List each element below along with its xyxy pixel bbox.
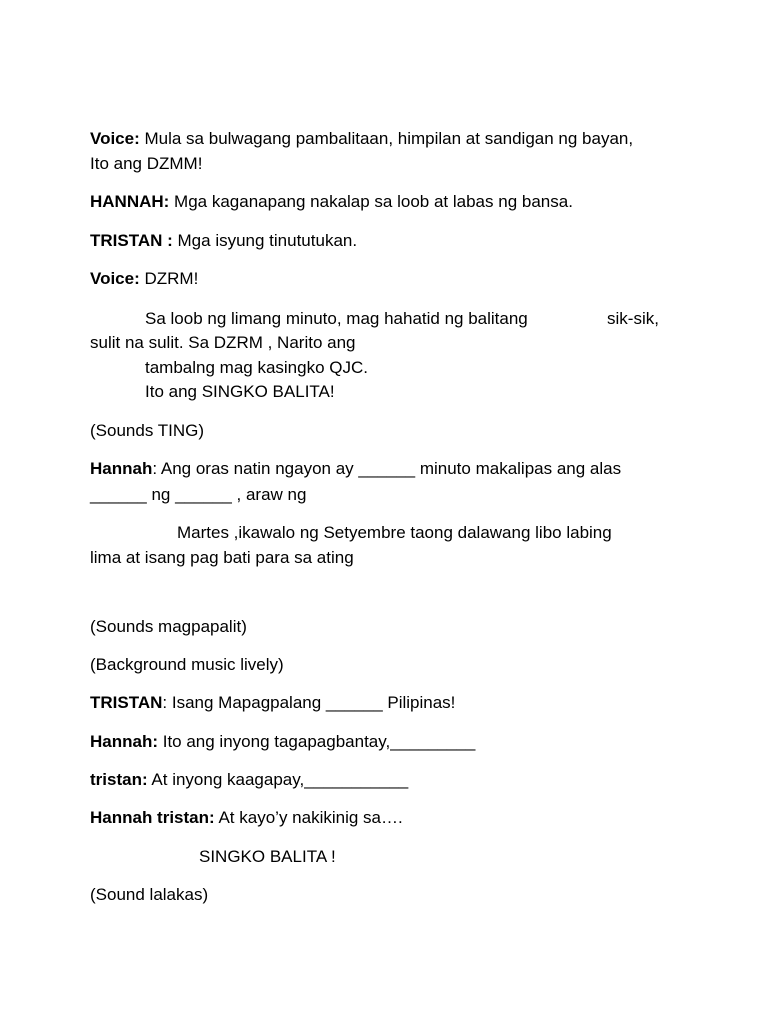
tristan-line-1 (90, 229, 357, 253)
speaker-label: Voice: (90, 129, 140, 148)
dialogue-text: At inyong kaagapay,___________ (147, 770, 409, 789)
hannah-line-2-cont: ______ ng ______ , araw ng (90, 485, 307, 504)
speaker-label: Hannah: (90, 732, 158, 751)
speaker-label: Voice: (90, 269, 140, 288)
date-line-b: lima at isang pag bati para sa ating (90, 548, 354, 567)
dialogue-text: At kayo’y nakikinig sa…. (214, 808, 403, 827)
speaker-label: TRISTAN (90, 693, 163, 712)
speaker-label: HANNAH: (90, 192, 170, 211)
intro-line-e: Ito ang SINGKO BALITA! (145, 382, 335, 401)
voice-line-2 (90, 267, 198, 291)
tristan-line-3 (90, 768, 408, 792)
hannah-tristan-line (90, 806, 403, 830)
intro-line-d: tambalng mag kasingko QJC. (145, 358, 368, 377)
dialogue-text: Mga kaganapang nakalap sa loob at labas ng bansa. (169, 192, 573, 211)
background-music-cue: (Background music lively) (90, 655, 284, 674)
voice-line-1 (90, 127, 633, 151)
hannah-line-2 (90, 457, 621, 481)
date-line-a: Martes ,ikawalo ng Setyembre taong dalawang libo labing (177, 523, 612, 542)
intro-line-b: sik-sik, (607, 309, 659, 328)
dialogue-text: : Ang oras natin ngayon ay ______ minuto makalipas ang alas (152, 459, 622, 478)
speaker-label: Hannah (90, 459, 153, 478)
tristan-line-2 (90, 691, 455, 715)
speaker-label: Hannah tristan: (90, 808, 215, 827)
sound-cue-change: (Sounds magpapalit) (90, 617, 247, 636)
speaker-label: TRISTAN : (90, 231, 173, 250)
sound-cue-ting: (Sounds TING) (90, 421, 205, 440)
show-title-line: SINGKO BALITA ! (199, 847, 336, 866)
dialogue-text: Mga isyung tinututukan. (172, 231, 358, 250)
dialogue-text: : Isang Mapagpalang ______ Pilipinas! (162, 693, 456, 712)
intro-line-a: Sa loob ng limang minuto, mag hahatid ng balitang (145, 309, 528, 328)
hannah-line-3 (90, 730, 475, 754)
hannah-line-1 (90, 190, 573, 214)
speaker-label: tristan: (90, 770, 148, 789)
dialogue-text: Mula sa bulwagang pambalitaan, himpilan at sandigan ng bayan, (139, 129, 634, 148)
intro-line-c: sulit na sulit. Sa DZRM , Narito ang (90, 333, 356, 352)
dialogue-text: Ito ang inyong tagapagbantay,_________ (158, 732, 476, 751)
dialogue-text: DZRM! (139, 269, 199, 288)
voice-line-1-cont: Ito ang DZMM! (90, 154, 203, 173)
sound-cue-louder: (Sound lalakas) (90, 885, 209, 904)
